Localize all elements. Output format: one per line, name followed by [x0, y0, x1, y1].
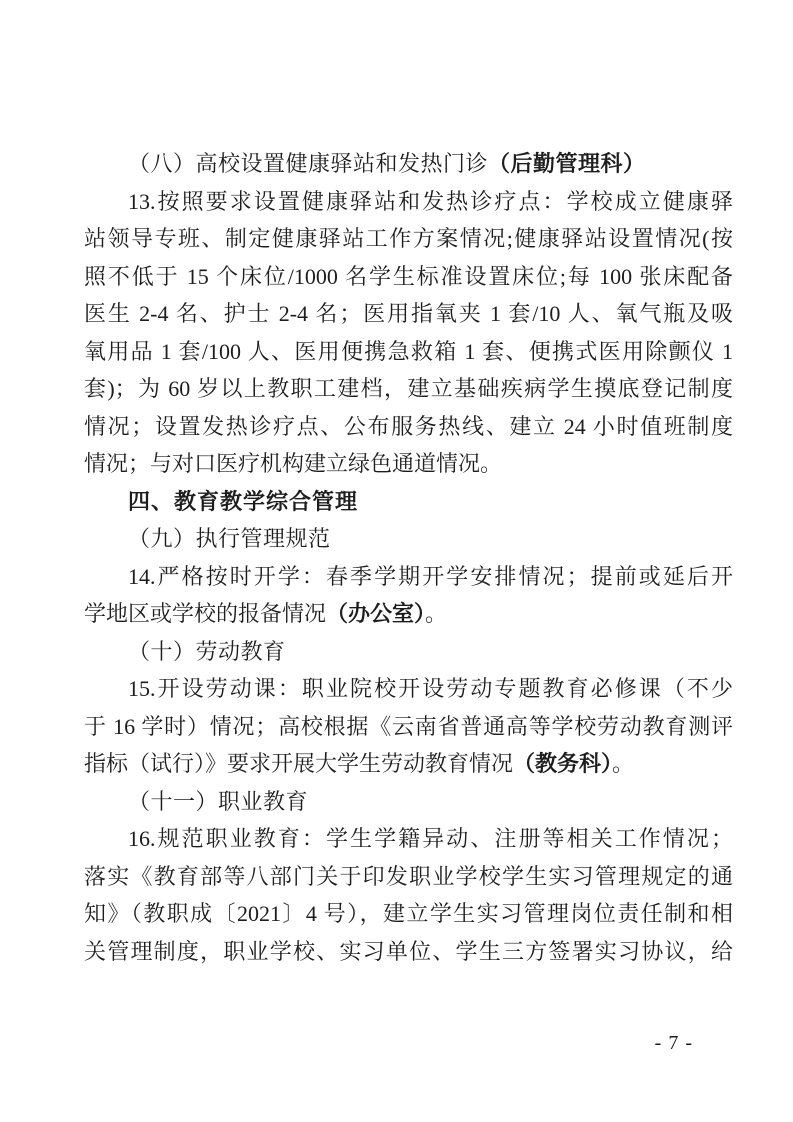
text-line	[84, 258, 733, 296]
text-line	[84, 633, 733, 671]
text-line	[84, 220, 733, 258]
item-15-paragraph	[84, 670, 733, 783]
text-run: 情况；设置发热诊疗点、公布服务热线、建立 24 小时值班制度	[84, 413, 733, 439]
item-14-paragraph	[84, 558, 733, 633]
text-run: （九）执行管理规范	[128, 526, 331, 551]
section-9-heading	[84, 520, 733, 558]
text-run: 照不低于 15 个床位/1000 名学生标准设置床位;每 100 张床配备	[84, 263, 733, 289]
text-line	[84, 670, 733, 708]
text-run: 套)；为 60 岁以上教职工建档，建立基础疾病学生摸底登记制度	[84, 376, 733, 401]
text-line	[84, 483, 733, 521]
text-run: 14.严格按时开学：春季学期开学安排情况；提前或延后开	[128, 563, 733, 589]
text-line	[84, 708, 733, 746]
text-line	[84, 520, 733, 558]
item-13-paragraph	[84, 183, 733, 483]
text-line	[84, 408, 733, 446]
text-run: 指标（试行）》要求开展大学生劳动教育情况	[84, 751, 514, 776]
text-run: 。	[612, 751, 635, 776]
text-run: 医生 2-4 名、护士 2-4 名；医用指氧夹 1 套/10 人、氧气瓶及吸	[84, 301, 733, 326]
text-line	[84, 858, 733, 896]
text-run: 13.按照要求设置健康驿站和发热诊疗点：学校成立健康驿	[128, 188, 733, 214]
text-run: 知》（教职成〔2021〕4 号），建立学生实习管理岗位责任制和相	[84, 901, 733, 926]
text-run: （后勤管理科）	[488, 151, 646, 176]
text-line	[84, 933, 733, 971]
text-run: （八）高校设置健康驿站和发热门诊	[128, 151, 489, 176]
text-line	[84, 745, 733, 783]
text-run: 于 16 学时）情况；高校根据《云南省普通高等学校劳动教育测评	[84, 713, 733, 739]
item-16-paragraph	[84, 820, 733, 970]
chapter-4-heading	[84, 483, 733, 521]
text-line	[84, 145, 733, 183]
text-line	[84, 445, 733, 483]
text-run: 学地区或学校的报备情况	[84, 601, 327, 626]
text-run: 16.规范职业教育：学生学籍异动、注册等相关工作情况；	[128, 826, 733, 851]
text-line	[84, 370, 733, 408]
text-run: 四、教育教学综合管理	[128, 488, 359, 514]
section-11-heading	[84, 783, 733, 821]
text-run: 情况；与对口医疗机构建立绿色通道情况。	[84, 451, 503, 476]
text-run: 。	[425, 601, 448, 626]
text-line	[84, 895, 733, 933]
text-line	[84, 333, 733, 371]
text-line	[84, 783, 733, 821]
document-body	[84, 145, 733, 970]
text-run: （教务科）	[513, 751, 613, 776]
text-line	[84, 595, 733, 633]
text-run: （办公室）	[326, 601, 426, 626]
text-run: 15.开设劳动课：职业院校开设劳动专题教育必修课（不少	[128, 676, 733, 701]
text-line	[84, 558, 733, 596]
text-line	[84, 295, 733, 333]
text-run: 氧用品 1 套/100 人、医用便携急救箱 1 套、便携式医用除颤仪 1	[84, 338, 733, 364]
text-run: （十）劳动教育	[128, 638, 286, 664]
text-line	[84, 183, 733, 221]
text-run: 关管理制度，职业学校、实习单位、学生三方签署实习协议，给	[84, 938, 733, 964]
text-line	[84, 820, 733, 858]
text-run: （十一）职业教育	[128, 788, 309, 814]
page-number: - 7 -	[654, 1032, 693, 1054]
text-run: 落实《教育部等八部门关于印发职业学校学生实习管理规定的通	[84, 863, 733, 889]
section-8-heading	[84, 145, 733, 183]
section-10-heading	[84, 633, 733, 671]
text-run: 站领导专班、制定健康驿站工作方案情况;健康驿站设置情况(按	[84, 226, 733, 251]
